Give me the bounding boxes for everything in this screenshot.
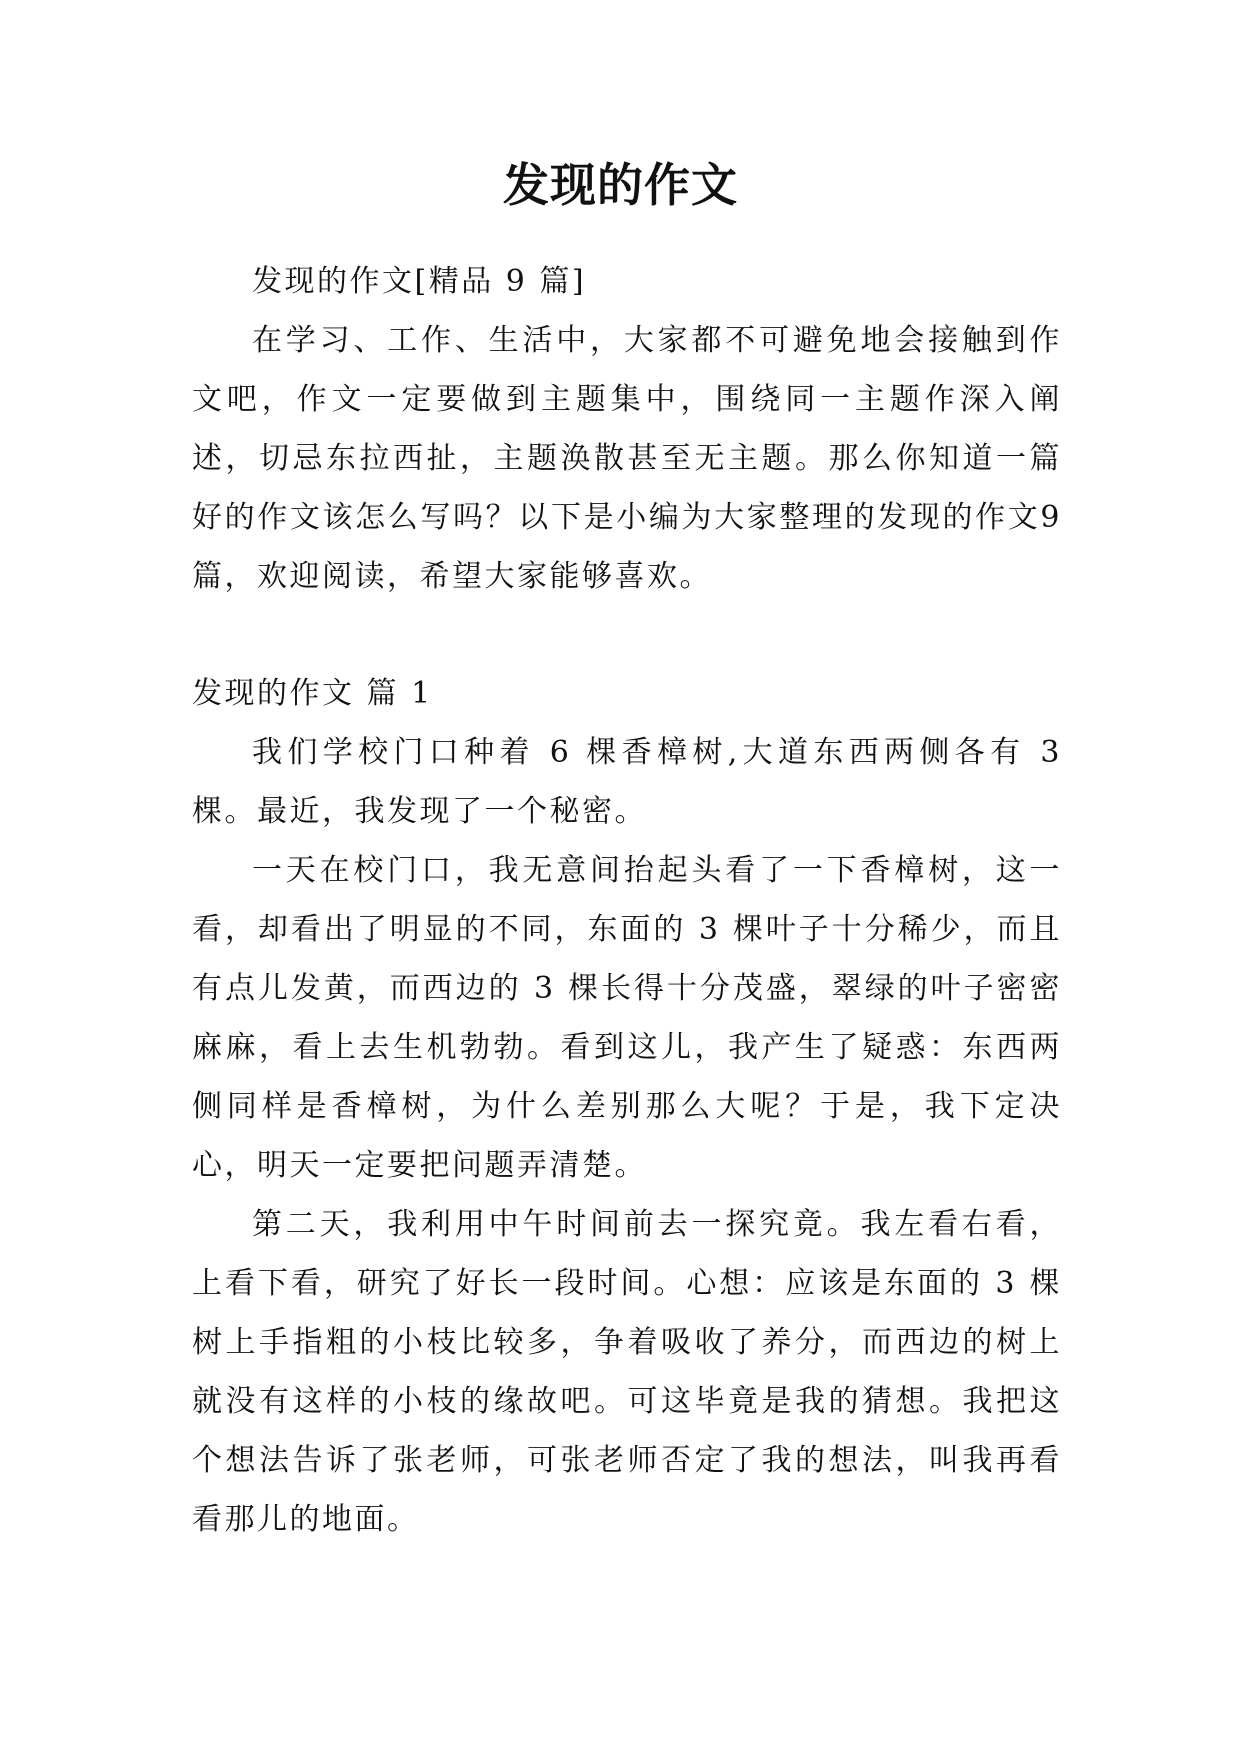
- document-body: [192, 252, 1062, 1549]
- body-paragraph: 我们学校门口种着 6 棵香樟树,大道东西两侧各有 3 棵。最近，我发现了一个秘密。: [192, 735, 1062, 829]
- intro-paragraph: 在学习、工作、生活中，大家都不可避免地会接触到作文吧，作文一定要做到主题集中，围绕同一主题作深入阐述，切忌东拉西扯，主题涣散甚至无主题。那么你知道一篇好的作文该怎么写吗？以下是小编为大家整理的发现的作文9篇，欢迎阅读，希望大家能够喜欢。: [192, 323, 1062, 594]
- body-paragraph: 一天在校门口，我无意间抬起头看了一下香樟树，这一看，却看出了明显的不同，东面的 3 棵叶子十分稀少，而且有点儿发黄，而西边的 3 棵长得十分茂盛，翠绿的叶子密密麻麻，看上去生机勃勃。看到这儿，我产生了疑惑：东西两侧同样是香樟树，为什么差别那么大呢？于是，我下定决心，明天一定要把问题弄清楚。: [192, 853, 1062, 1183]
- subtitle-paragraph: 发现的作文[精品 9 篇]: [252, 264, 587, 299]
- section-heading: 发现的作文 篇 1: [192, 676, 433, 711]
- document-title: 发现的作文: [503, 158, 738, 212]
- paragraph-gap: [192, 606, 1062, 664]
- body-paragraph: 第二天，我利用中午时间前去一探究竟。我左看右看，上看下看，研究了好长一段时间。心想：应该是东面的 3 棵树上手指粗的小枝比较多，争着吸收了养分，而西边的树上就没有这样的小枝的缘故吧。可这毕竟是我的猜想。我把这个想法告诉了张老师，可张老师否定了我的想法，叫我再看看那儿的地面。: [192, 1207, 1062, 1537]
